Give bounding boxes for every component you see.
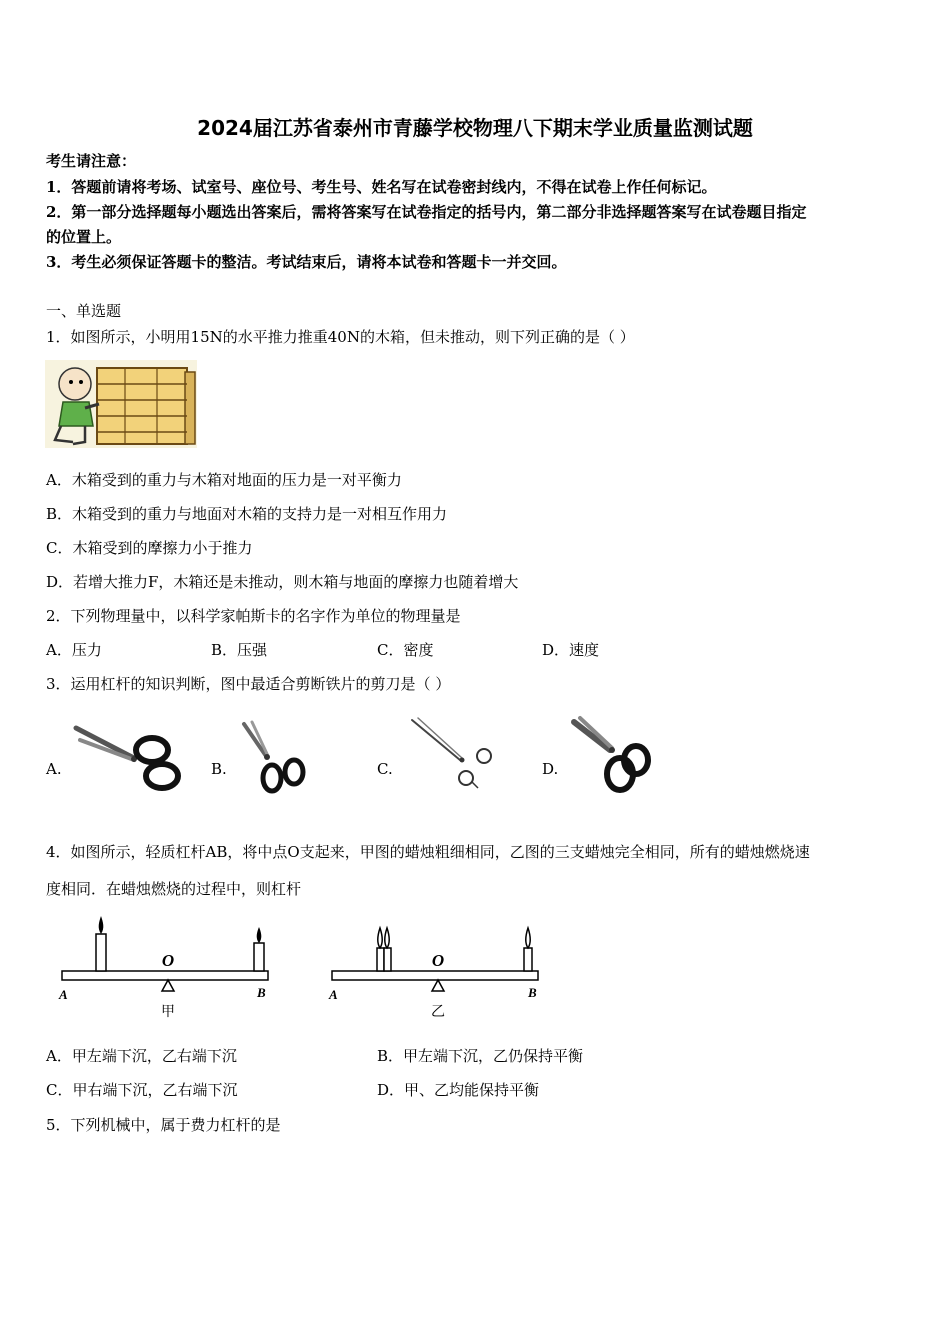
boy-pushing-box-image — [45, 360, 197, 448]
flame-icon — [257, 927, 262, 943]
candle — [377, 948, 384, 971]
fulcrum — [432, 980, 444, 991]
notice-item: 3．考生必须保证答题卡的整洁。考试结束后，请将本试卷和答题卡一并交回。 — [46, 253, 567, 271]
lever-figure-jia — [56, 912, 276, 1022]
candle-left — [96, 934, 106, 971]
notice-item: 的位置上。 — [46, 228, 122, 246]
lever-figure-yi — [326, 912, 546, 1022]
question-3-option-c-label[interactable]: C. — [377, 760, 393, 778]
lever-bar — [62, 971, 268, 980]
candle-right — [254, 943, 264, 971]
flame-icon — [99, 916, 104, 934]
fulcrum — [162, 980, 174, 991]
question-3-option-b-label[interactable]: B. — [211, 760, 227, 778]
flame-icon — [378, 928, 383, 948]
question-2-option-c[interactable]: C．密度 — [377, 641, 434, 659]
scissors-a-image[interactable] — [72, 718, 184, 796]
question-4-option-d[interactable]: D．甲、乙均能保持平衡 — [377, 1081, 540, 1099]
question-4-option-b[interactable]: B．甲左端下沉，乙仍保持平衡 — [377, 1047, 584, 1065]
notice-heading: 考生请注意： — [46, 152, 137, 170]
caption-jia: 甲 — [161, 1004, 175, 1020]
notice-item: 2．第一部分选择题每小题选出答案后，需将答案写在试卷指定的括号内，第二部分非选择题答案写在试卷题目指定 — [46, 203, 807, 221]
question-4-stem-line2: 度相同．在蜡烛燃烧的过程中，则杠杆 — [46, 880, 302, 898]
question-1-option-c[interactable]: C．木箱受到的摩擦力小于推力 — [46, 539, 253, 557]
lever-bar — [332, 971, 538, 980]
label-b: B — [257, 985, 266, 1000]
question-3-option-a-label[interactable]: A. — [46, 760, 62, 778]
question-4-option-a[interactable]: A．甲左端下沉，乙右端下沉 — [46, 1047, 237, 1065]
candle — [524, 948, 532, 971]
notice-item: 1．答题前请将考场、试室号、座位号、考生号、姓名写在试卷密封线内，不得在试卷上作任何标记。 — [46, 178, 717, 196]
scissors-c-image[interactable] — [408, 716, 498, 792]
section-heading: 一、单选题 — [46, 302, 122, 320]
question-1-stem: 1．如图所示，小明用15N的水平推力推重40N的木箱，但未推动，则下列正确的是（ ） — [46, 328, 635, 346]
scissors-d-image[interactable] — [570, 716, 654, 796]
question-2-option-b[interactable]: B．压强 — [211, 641, 268, 659]
question-1-option-a[interactable]: A．木箱受到的重力与木箱对地面的压力是一对平衡力 — [46, 471, 402, 489]
label-o: O — [161, 951, 175, 970]
label-b: B — [528, 985, 537, 1000]
question-3-stem: 3．运用杠杆的知识判断，图中最适合剪断铁片的剪刀是（ ） — [46, 675, 451, 693]
question-4-stem-line1: 4．如图所示，轻质杠杆AB，将中点O支起来，甲图的蜡烛粗细相同，乙图的三支蜡烛完全相同，所有的蜡烛燃烧速 — [46, 843, 810, 861]
scissors-b-image[interactable] — [240, 720, 314, 798]
flame-icon — [526, 928, 531, 948]
candle — [384, 948, 391, 971]
question-1-option-d[interactable]: D．若增大推力F，木箱还是未推动，则木箱与地面的摩擦力也随着增大 — [46, 573, 519, 591]
flame-icon — [385, 928, 390, 948]
label-a: A — [329, 987, 338, 1002]
question-1-option-b[interactable]: B．木箱受到的重力与地面对木箱的支持力是一对相互作用力 — [46, 505, 448, 523]
question-3-option-d-label[interactable]: D. — [542, 760, 559, 778]
label-a: A — [59, 987, 68, 1002]
page-title: 2024届江苏省泰州市青藤学校物理八下期末学业质量监测试题 — [197, 116, 753, 140]
question-2-stem: 2．下列物理量中，以科学家帕斯卡的名字作为单位的物理量是 — [46, 607, 461, 625]
caption-yi: 乙 — [431, 1004, 445, 1020]
question-2-option-d[interactable]: D．速度 — [542, 641, 600, 659]
question-4-option-c[interactable]: C．甲右端下沉，乙右端下沉 — [46, 1081, 238, 1099]
question-2-option-a[interactable]: A．压力 — [46, 641, 102, 659]
label-o: O — [431, 951, 445, 970]
question-5-stem: 5．下列机械中，属于费力杠杆的是 — [46, 1116, 281, 1134]
